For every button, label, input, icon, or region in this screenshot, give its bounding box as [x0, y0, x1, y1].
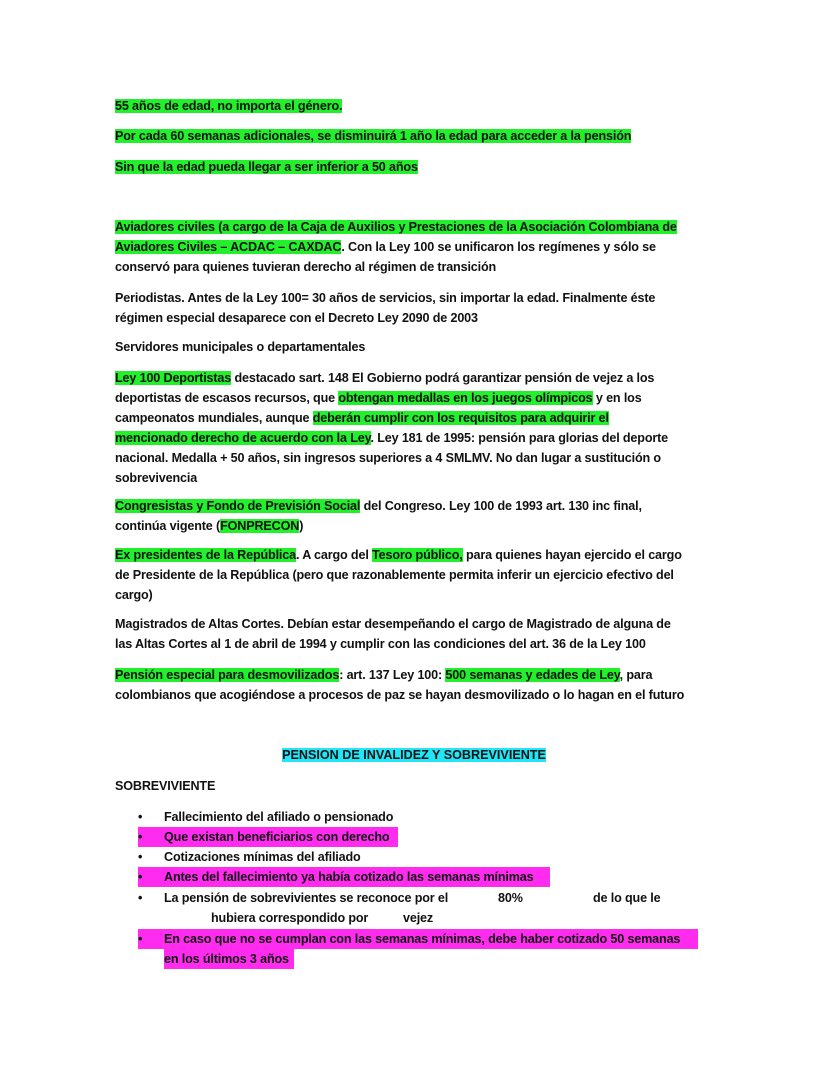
text: Servidores municipales o departamentales: [115, 340, 366, 354]
text: las Altas Cortes al 1 de abril de 1994 y cumplir con las condiciones del art. 36 de la Ley 100: [115, 637, 646, 651]
list-item-text: vejez: [403, 911, 434, 925]
paragraph-aviadores: [115, 217, 715, 277]
percentage-value: 80%: [498, 891, 523, 905]
text: campeonatos mundiales, aunque: [115, 411, 313, 425]
highlighted-text: obtengan medallas en los juegos olímpicos: [338, 391, 593, 405]
minimum-age-line: [115, 157, 715, 177]
highlighted-text: mencionado derecho de acuerdo con la Ley: [115, 431, 371, 445]
text: cargo): [115, 588, 153, 602]
highlighted-text: 500 semanas y edades de Ley: [445, 668, 620, 682]
bullet-icon: •: [138, 891, 143, 905]
bullet-icon: •: [138, 810, 143, 824]
age-requirement-line: [115, 96, 715, 116]
text: . Ley 181 de 1995: pensión para glorias del deporte: [370, 431, 669, 445]
text: : art. 137 Ley 100:: [339, 668, 446, 682]
text: deportistas de escasos recursos, que: [115, 391, 339, 405]
list-item: [138, 929, 718, 969]
section-heading: [0, 745, 828, 765]
text: Magistrados de Altas Cortes. Debían estar desempeñando el cargo de Magistrado de alguna de: [115, 617, 671, 631]
highlighted-text: Ley 100 Deportistas: [115, 371, 232, 385]
paragraph-congresistas: [115, 496, 715, 536]
text: nacional. Medalla + 50 años, sin ingresos superiores a 4 SMLMV. No dan lugar a sustitución o: [115, 451, 661, 465]
list-item-text: hubiera correspondido por: [211, 911, 369, 925]
highlighted-text: Aviadores Civiles – ACDAC – CAXDAC: [115, 240, 342, 254]
subheading-text: SOBREVIVIENTE: [115, 779, 216, 793]
highlighted-text: Sin que la edad pueda llegar a ser inferior a 50 años: [115, 160, 418, 174]
paragraph-periodistas: [115, 288, 715, 328]
text: , para: [619, 668, 653, 682]
highlighted-text: 55 años de edad, no importa el género.: [115, 99, 343, 113]
highlighted-text: Ex presidentes de la República: [115, 548, 296, 562]
highlighted-text: Tesoro público,: [372, 548, 463, 562]
paragraph-servidores: [115, 337, 715, 357]
paragraph-deportistas: [115, 368, 715, 488]
list-item-text: Fallecimiento del afiliado o pensionado: [164, 810, 394, 824]
text: de Presidente de la República (pero que razonablemente permita inferir un ejercicio efectivo del: [115, 568, 674, 582]
text: colombianos que acogiéndose a procesos de paz se hayan desmovilizado o lo hagan en el futuro: [115, 688, 685, 702]
highlighted-text: Por cada 60 semanas adicionales, se disminuirá 1 año la edad para acceder a la pensión: [115, 129, 632, 143]
text: conservó para quienes tuvieran derecho al régimen de transición: [115, 260, 497, 274]
list-item-text: de lo que le: [593, 891, 661, 905]
list-item-text: La pensión de sobrevivientes se reconoce por el: [164, 891, 449, 905]
highlighted-text: FONPRECON: [220, 519, 300, 533]
bullet-icon: •: [138, 870, 143, 884]
paragraph-magistrados: [115, 614, 715, 654]
text: régimen especial desaparece con el Decreto Ley 2090 de 2003: [115, 311, 478, 325]
list-item-text: Que existan beneficiarios con derecho: [164, 830, 390, 844]
text: del Congreso. Ley 100 de 1993 art. 130 inc final,: [360, 499, 642, 513]
list-item-text: en los últimos 3 años: [164, 952, 289, 966]
paragraph-expresidentes: [115, 545, 715, 605]
paragraph-desmovilizados: [115, 665, 715, 705]
text: . A cargo del: [295, 548, 373, 562]
highlighted-text: deberán cumplir con los requisitos para adquirir el: [312, 411, 609, 425]
text: Periodistas. Antes de la Ley 100= 30 años de servicios, sin importar la edad. Finalmente éste: [115, 291, 656, 305]
text: ): [299, 519, 304, 533]
list-item-text: Antes del fallecimiento ya había cotizado las semanas mínimas: [164, 870, 534, 884]
highlighted-text: Pensión especial para desmovilizados: [115, 668, 340, 682]
text: y en los: [592, 391, 642, 405]
bullet-icon: •: [138, 932, 143, 946]
subheading: [115, 776, 715, 796]
list-item-text: En caso que no se cumplan con las semanas mínimas, debe haber cotizado 50 semanas: [164, 932, 681, 946]
text: sobrevivencia: [115, 471, 198, 485]
list-item: [138, 888, 718, 928]
bullet-icon: •: [138, 830, 143, 844]
highlighted-text: Congresistas y Fondo de Previsión Social: [115, 499, 361, 513]
text: continúa vigente (: [115, 519, 221, 533]
weeks-reduction-line: [115, 126, 715, 146]
text: para quienes hayan ejercido el cargo: [462, 548, 682, 562]
bullet-icon: •: [138, 850, 143, 864]
text: destacado sart. 148 El Gobierno podrá garantizar pensión de vejez a los: [231, 371, 655, 385]
list-item-text: Cotizaciones mínimas del afiliado: [164, 850, 361, 864]
text: . Con la Ley 100 se unificaron los regímenes y sólo se: [341, 240, 656, 254]
highlighted-text: Aviadores civiles (a cargo de la Caja de Auxilios y Prestaciones de la Asociación Colombiana de: [115, 220, 677, 234]
section-heading-text: PENSION DE INVALIDEZ Y SOBREVIVIENTE: [282, 748, 546, 762]
